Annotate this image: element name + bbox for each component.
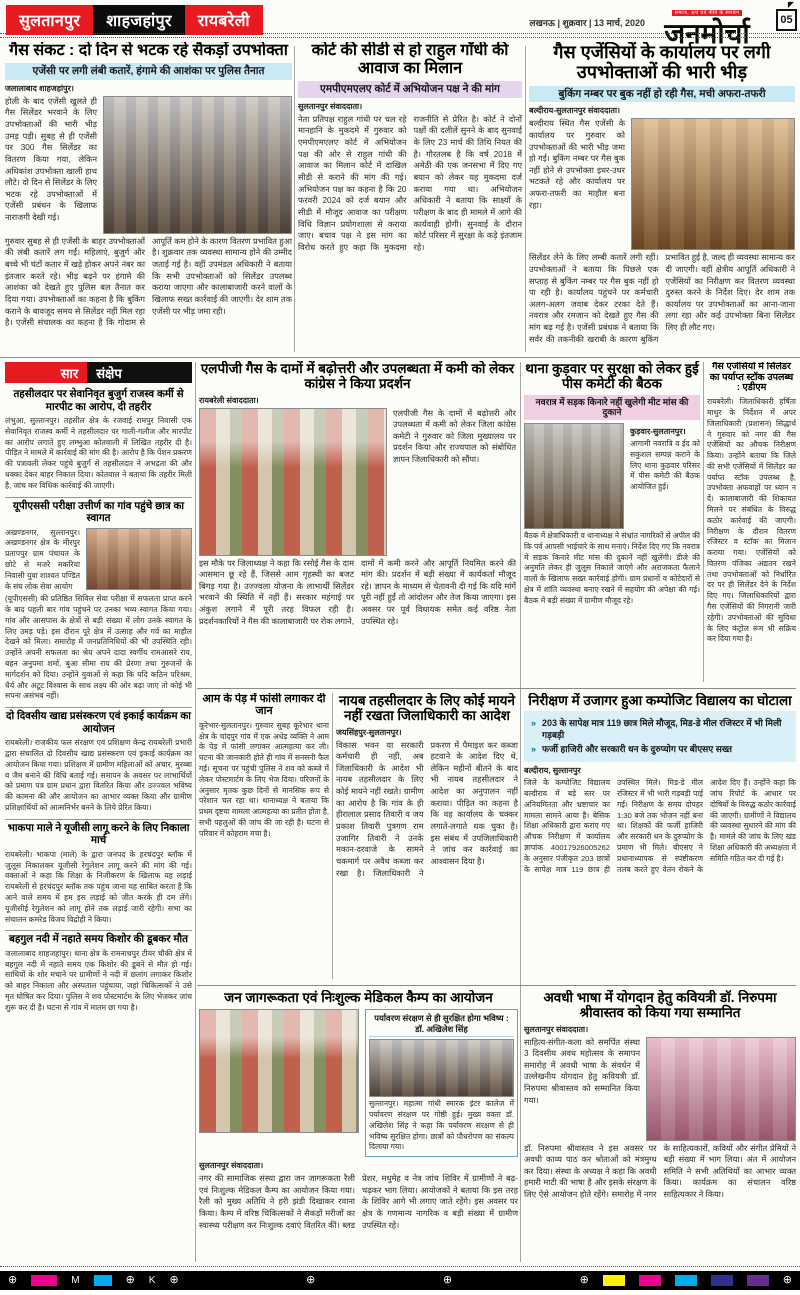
section-saar-sankshep bbox=[5, 362, 192, 1262]
headline: कोर्ट की सीडी से हो राहुल गाँधी की आवाज का मिलान bbox=[311, 42, 509, 78]
dateline: लखनऊ | शुक्रवार | 13 मार्च, 2020 bbox=[529, 18, 645, 28]
byline: बल्दीराय, सुल्तानपुर bbox=[524, 766, 581, 776]
headline: एलपीजी गैस के दामों में बढ़ोत्तरी और उपलब्धता में कमी को लेकर कांग्रेस ने किया प्रदर्शन bbox=[200, 361, 515, 392]
body-text: एलपीजी गैस के दामों में बढ़ोत्तरी और उपलब्धता में कमी को लेकर जिला कांग्रेस कमेटी ने गुरुवार को जिला मुख्यालय पर प्रदर्शन किया और राज्यपाल को संबोधित ज्ञापन जिलाधिकारी को सौंपा। bbox=[393, 408, 516, 465]
article-naib-tehsildar bbox=[336, 693, 518, 979]
photo-awareness-rally bbox=[199, 1009, 359, 1133]
body-text: गुरुवार सुबह से ही एजेंसी के बाहर उपभोक्ताओं की लंबी कतारें लग गईं। महिलाएं, बुजुर्ग और बच्चे भी घंटों कतार में खड़े होकर अपने नंबर का इंतजार करते रहे। भीड़ बढ़ने पर हंगामे की आशंका को देखते हुए पुलिस बल तैनात कर दिया गया। उपभोक्ताओं का कहना है कि बुकिंग कराने के बावजूद समय से सिलेंडर नहीं मिल रहा है। एजेंसी संचालक का कहना है कि गोदाम से आपूर्ति कम होने के कारण वितरण प्रभावित हुआ है। शुक्रवार तक व्यवस्था सामान्य होने की उम्मीद जताई गई है। वहीं उपमंडल अधिकारी ने बताया कि सभी उपभोक्ताओं को सिलेंडर उपलब्ध कराया जाएगा और कालाबाजारी करने वालों के खिलाफ सख्त कार्रवाई की जाएगी। देर शाम तक एजेंसी पर भीड़ जमा रही। bbox=[5, 236, 292, 328]
article-avadhi-poet bbox=[524, 990, 796, 1262]
body-text: कूरेभार-सुलतानपुर। गुरुवार सुबह कूरेभार थाना क्षेत्र के चांदपुर गांव में एक अधेड़ व्यक्ति ने आम के पेड़ में फांसी लगाकर आत्महत्या कर ली। घटना की जानकारी होते ही गांव में सनसनी फैल गई। सूचना पर पहुंची पुलिस ने शव को कब्जे में लेकर पोस्टमार्टम के लिए भेज दिया। परिजनों के अनुसार मृतक कुछ दिनों से मानसिक रूप से परेशान चल रहा था। थानाध्यक्ष ने बताया कि प्रथम दृष्टया मामला आत्महत्या का प्रतीत होता है, सभी पहलुओं की जांच की जा रही है। घटना से परिवार में कोहराम मचा है। bbox=[199, 720, 329, 838]
byline: सुलतानपुर संवाददाता। bbox=[298, 101, 363, 111]
registration-mark-icon: ⊕ bbox=[306, 1274, 316, 1286]
registration-mark-icon: ⊕ bbox=[169, 1274, 179, 1286]
headline: तहसीलदार पर सेवानिवृत बुजुर्ग राजस्व कर्मी से मारपीट का आरोप, दी तहरीर bbox=[13, 389, 184, 413]
article-gas-crisis bbox=[5, 42, 292, 354]
divider bbox=[703, 362, 704, 682]
registration-mark-icon: ⊕ bbox=[8, 1274, 18, 1286]
registration-mark-icon: ⊕ bbox=[579, 1274, 589, 1286]
divider bbox=[195, 362, 196, 1262]
ink-letter-m: M bbox=[71, 1275, 80, 1286]
divider bbox=[520, 362, 521, 1262]
registration-mark-icon: ⊕ bbox=[125, 1274, 135, 1286]
ink-letter-k: K bbox=[148, 1275, 156, 1286]
headline: यूपीएससी परीक्षा उत्तीर्ण का गांव पहुंचे छात्र का स्वागत bbox=[12, 500, 185, 525]
headline: नायब तहसीलदार के लिए कोई मायने नहीं रखता जिलाधिकारी का आदेश bbox=[339, 693, 515, 724]
body-text: सिलेंडर लेने के लिए लम्बी कतारें लगी रहीं। उपभोक्ताओं ने बताया कि पिछले एक सप्ताह से बुकिंग नम्बर पर गैस बुक नहीं हो पा रही है। कार्यालय पहुंचने पर कर्मचारी अलग-अलग जवाब देकर टरका देते हैं। नवरात्र और रमजान को देखते हुए गैस की मांग बढ़ गई है। एजेंसी प्रबंधक ने बताया कि सर्वर की तकनीकी खराबी के कारण बुकिंग प्रभावित हुई है, जल्द ही व्यवस्था सामान्य कर दी जाएगी। वहीं क्षेत्रीय आपूर्ति अधिकारी ने एजेंसियों का निरीक्षण कर वितरण व्यवस्था दुरुस्त करने के निर्देश दिए। देर शाम तक कार्यालय पर उपभोक्ताओं का आना-जाना लगा रहा और कई उपभोक्ता बिना सिलेंडर लिए ही लौट गए। bbox=[529, 253, 795, 344]
masthead-rule bbox=[0, 33, 800, 38]
body-text: इस मौके पर जिलाध्यक्ष ने कहा कि रसोई गैस के दाम आसमान छू रहे हैं, जिससे आम गृहस्थी का बजट बिगड़ गया है। उज्ज्वला योजना के लाभार्थी सिलेंडर भरवाने की स्थिति में नहीं हैं। सरकार महंगाई पर अंकुश लगाने में पूरी तरह विफल रही है। प्रदर्शनकारियों ने गैस की कालाबाजारी पर रोक लगाने, दामों में कमी करने और आपूर्ति नियमित करने की मांग की। प्रदर्शन में बड़ी संख्या में कार्यकर्ता मौजूद रहे। ज्ञापन के माध्यम से चेतावनी दी गई कि यदि मांगें पूरी नहीं हुईं तो आंदोलन और तेज किया जाएगा। इस अवसर पर पूर्व विधायक समेत कई वरिष्ठ नेता उपस्थित रहे। bbox=[199, 558, 516, 626]
logo-tagline: समाज, अर्थ एवं नीति के समर्थन bbox=[672, 10, 743, 16]
body-text: रायबरेली। जिलाधिकारी हर्षिता माथुर के निर्देशन में अपर जिलाधिकारी (प्रशासन) सिद्धार्थ ने गुरुवार को नगर की गैस एजेंसियों का औचक निरीक्षण किया। उन्होंने बताया कि जिले की सभी एजेंसियों में सिलेंडर का पर्याप्त स्टॉक उपलब्ध है, उपभोक्ता अफवाहों पर ध्यान न दें। कालाबाजारी की शिकायत मिलने पर संबंधित के विरुद्ध कठोर कार्रवाई की जाएगी। निरीक्षण के दौरान वितरण रजिस्टर व स्टॉक का मिलान कराया गया। एजेंसियों को वितरण पंजिका अद्यतन रखने तथा उपभोक्ताओं को निर्धारित दर पर ही सिलेंडर देने के निर्देश दिए गए। जिलाधिकारियों द्वारा गैस एजेंसियों की निगरानी जारी रहेगी। उपभोक्ताओं की सुविधा के लिए कंट्रोल रूम भी सक्रिय कर दिया गया है। bbox=[707, 397, 796, 644]
flag-icon: ◤ bbox=[787, 0, 794, 9]
headline: अवधी भाषा में योगदान हेतु कवियत्री डॉ. निरुपमा श्रीवास्तव को किया गया सम्मानित bbox=[543, 990, 777, 1021]
bullet-item bbox=[531, 744, 789, 756]
divider bbox=[525, 46, 526, 352]
byline: रायबरेली संवाददाता। bbox=[199, 395, 259, 405]
subhead: बुकिंग नम्बर पर बुक नहीं हो रही गैस, मची अफरा-तफरी bbox=[529, 86, 795, 103]
body-text: नेता प्रतिपक्ष राहुल गांधी पर चल रहे मानहानि के मुकदमे में गुरुवार को एमपीएमएलए कोर्ट में अभियोजन पक्ष की ओर से राहुल गांधी की आवाज का मिलान कोर्ट में दाखिल सीडी से कराने की मांग की गई। अभियोजन पक्ष का कहना है कि 20 फरवरी 2024 को दर्ज बयान और सीडी में मौजूद आवाज का परीक्षण विधि विज्ञान प्रयोगशाला से कराया जाए। बचाव पक्ष ने इस मांग का विरोध करते हुए कहा कि मुकदमा राजनीति से प्रेरित है। कोर्ट ने दोनों पक्षों की दलीलें सुनने के बाद सुनवाई के लिए 23 मार्च की तिथि नियत की है। गौरतलब है कि वर्ष 2018 में अमेठी की एक जनसभा में दिए गए बयान को लेकर यह मुकदमा दर्ज कराया गया था। अभियोजन अधिकारी ने बताया कि साक्ष्यों के परीक्षण के बाद ही मामले में आगे की कार्यवाही होगी। सुनवाई के दौरान कोर्ट परिसर में सुरक्षा के कड़े इंतजाम रहे। bbox=[298, 114, 522, 252]
headline: थाना कुड़वार पर सुरक्षा को लेकर हुई पीस कमेटी की बैठक bbox=[525, 361, 699, 392]
article-mango-suicide bbox=[199, 693, 329, 979]
article-court-cd bbox=[298, 42, 522, 354]
headline: गैस एजेंसियों में सिलेंडर का पर्याप्त स्टॉक उपलब्ध : एडीएम bbox=[709, 362, 794, 394]
blue-patch bbox=[711, 1275, 733, 1286]
masthead-region-tabs bbox=[6, 5, 263, 35]
divider bbox=[197, 985, 796, 986]
saar-header bbox=[5, 362, 192, 383]
article-lpg-congress bbox=[199, 361, 516, 683]
article-environment-inset bbox=[365, 1009, 518, 1157]
saar-title-red: सार bbox=[5, 362, 87, 383]
byline: बल्दीराय-सुलतानपुर संवाददाता। bbox=[529, 106, 621, 116]
chevron-bullet-icon: » bbox=[531, 743, 537, 754]
body-text: रायबरेली। भाकपा (माले) के द्वारा जनपद के हरचंदपुर ब्लॉक में जुलूस निकालकर यूजीसी रेगुलेशन लागू करने की मांग की गई। वक्ताओं ने कहा कि शिक्षा के निजीकरण के खिलाफ यह लड़ाई रायबरेली से हरचंदपुर ब्लॉक तक पहुंच जाना यह साबित करता है कि आने वाले समय में हम इस लड़ाई को जीत करके ही दम लेंगे। यूजीसीई रेगुलेशन को लागू होने तक लड़ाई जारी रहेगी। सभा का संचालन कमरेड विजय विद्रोही ने किया। bbox=[5, 849, 192, 924]
region-tab-shahjahanpur: शाहजहांपुर bbox=[93, 5, 184, 35]
print-calibration-bar bbox=[0, 1271, 800, 1290]
registration-mark-icon: ⊕ bbox=[442, 1274, 453, 1286]
page-number: 05 bbox=[776, 9, 797, 31]
headline: भाकपा माले ने यूजीसी लागू करने के लिए निकाला मार्च bbox=[7, 822, 190, 847]
body-text: नगर की सामाजिक संस्था द्वारा जन जागरूकता रैली एवं निःशुल्क मेडिकल कैम्प का आयोजन किया गया। रैली को मुख्य अतिथि ने हरी झंडी दिखाकर रवाना किया। कैम्प में वरिष्ठ चिकित्सकों ने सैकड़ों मरीजों का स्वास्थ्य परीक्षण कर निःशुल्क दवाएं वितरित कीं। ब्लड प्रेशर, मधुमेह व नेत्र जांच शिविर में ग्रामीणों ने बढ़-चढ़कर भाग लिया। आयोजकों ने बताया कि इस तरह के शिविर आगे भी लगाए जाते रहेंगे। इस अवसर पर क्षेत्र के गणमान्य नागरिक व बड़ी संख्या में ग्रामीण उपस्थित रहे। bbox=[199, 1174, 518, 1230]
region-tab-raebareli: रायबरेली bbox=[185, 5, 263, 35]
divider bbox=[332, 693, 333, 979]
registration-mark-icon: ⊕ bbox=[782, 1274, 792, 1286]
divider bbox=[0, 357, 800, 358]
headline: पर्यावरण संरक्षण से ही सुरक्षित होगा भविष्य : डॉ. अखिलेश सिंह bbox=[369, 1013, 514, 1037]
body-text: बैठक में क्षेत्राधिकारी व थानाध्यक्ष ने संभ्रांत नागरिकों से अपील की कि पर्व आपसी भाईचारे के साथ मनाएं। निर्देश दिए गए कि नवरात्र में सड़क किनारे मीट मांस की दुकानें नहीं खुलेंगी। डीजे की अनुमति लेकर ही जुलूस निकाले जाएंगे और अराजकता फैलाने वालों के खिलाफ सख्त कार्रवाई होगी। ग्राम प्रधानों व कोटेदारों से क्षेत्र में शांति व्यवस्था बनाए रखने में सहयोग की अपेक्षा की गई। बैठक में बड़ी संख्या में ग्रामीण मौजूद रहे। bbox=[524, 531, 700, 605]
bullet-text: 203 के सापेक्ष मात्र 119 छात्र मिले मौजूद, मिड-डे मील रजिस्टर में भी मिली गड़बड़ी bbox=[542, 718, 782, 740]
saar-item-tehsildar bbox=[5, 386, 192, 498]
bullet-item bbox=[531, 718, 789, 741]
article-adm-stock bbox=[707, 362, 796, 682]
cyan-patch bbox=[94, 1275, 112, 1286]
headline: बहगुल नदी में नहाते समय किशोर की डूबकर मौत bbox=[8, 934, 189, 946]
byline: जलालाबाद शाहजहांपुर। bbox=[5, 83, 74, 93]
body-text: विकास भवन या सरकारी कर्मचारी ही नहीं, अब जिलाधिकारी के आदेश भी नायब तहसीलदार के लिए कोई मायने नहीं रखते। ग्रामीण का आरोप है कि गांव के ही हीरालाल प्रसाद तिवारी व जय प्रकाश तिवारी पुत्रगण राम उजागिर तिवारी ने उनके मकान-दरवाजे के सामने चकमार्ग पर अवैध कब्जा कर रखा है। जिलाधिकारी ने प्रकरण में पैमाइश कर कब्जा हटवाने के आदेश दिए थे, लेकिन महीनों बीतने के बाद भी नायब तहसीलदार ने आदेश का अनुपालन नहीं कराया। पीड़ित का कहना है कि वह कार्यालय के चक्कर लगाते-लगाते थक चुका है। इस संबंध में उपजिलाधिकारी ने जांच कर कार्रवाई का आश्वासन दिया है। bbox=[336, 740, 518, 878]
body-text: होली के बाद एजेंसी खुलते ही गैस सिलेंडर भरवाने के लिए उपभोक्ताओं की भारी भीड़ उमड़ पड़ी। सुबह से ही एजेंसी पर 300 गैस सिलेंडर का वितरण किया गया, लेकिन अधिकांश उपभोक्ता खाली हाथ लौटे। दो दिन से सिलेंडर के लिए भटक रहे उपभोक्ताओं में एजेंसी प्रबंधन के खिलाफ नाराजगी देखी गई। bbox=[5, 96, 97, 223]
body-text: सुल्तानपुर। महात्मा गांधी स्मारक इंटर कालेज में पर्यावरण संरक्षण पर गोष्ठी हुई। मुख्य वक्ता डॉ. अखिलेश सिंह ने कहा कि पर्यावरण संरक्षण से ही भविष्य सुरक्षित होगा। छात्रों को पौधरोपण का संकल्प दिलाया गया। bbox=[369, 1099, 514, 1152]
byline: कुड़वार-सुलतानपुर। bbox=[630, 427, 686, 437]
bullet-text: फर्जी हाजिरी और सरकारी धन के दुरुप्योग पर बीएसए सख्त bbox=[542, 743, 732, 754]
logo-title: जनमोर्चा bbox=[664, 18, 750, 49]
photo-environment-seminar bbox=[369, 1039, 514, 1097]
body-text: जिले के कम्पोजिट विद्यालय बल्दीराय में बड़े स्तर पर अनियमितता और भ्रष्टाचार का मामला सामने आया है। बेसिक शिक्षा अधिकारी द्वारा कराए गए औचक निरीक्षण में कार्यालय ज्ञापांक 40017926005262 के अनुसार पंजीकृत 203 छात्रों के सापेक्ष मात्र 119 छात्र ही उपस्थित मिले। मिड-डे मील रजिस्टर में भी भारी गड़बड़ी पाई गई। निरीक्षण के समय दोपहर 1:30 बजे तक भोजन नहीं बना था। शिक्षकों की फर्जी हाजिरी और सरकारी धन के दुरुप्योग के प्रमाण भी मिले। बीएसए ने प्रधानाध्यापक से स्पष्टीकरण तलब करते हुए वेतन रोकने के आदेश दिए हैं। उन्होंने कहा कि जांच रिपोर्ट के आधार पर दोषियों के विरुद्ध कठोर कार्रवाई की जाएगी। ग्रामीणों ने विद्यालय की व्यवस्था सुधारने की मांग की है। मामले की जांच के लिए खंड शिक्षा अधिकारी की अध्यक्षता में समिति गठित कर दी गई है। bbox=[524, 778, 796, 874]
headline: निरीक्षण में उजागर हुआ कम्पोजिट विद्यालय का घोटाला bbox=[528, 693, 792, 708]
photo-gas-queue bbox=[103, 96, 292, 234]
bullet-list bbox=[524, 711, 796, 762]
article-agency-crowd bbox=[529, 42, 795, 354]
body-text: डॉ. निरुपमा श्रीवास्तव ने इस अवसर पर अवधी काव्य पाठ कर श्रोताओं को मंत्रमुग्ध कर दिया। संस्था के अध्यक्ष ने कहा कि अवधी हमारी माटी की भाषा है और इसके संरक्षण के लिए ऐसे आयोजन होते रहेंगे। समारोह में नगर के साहित्यकारों, कवियों और संगीत प्रेमियों ने बड़ी संख्या में भाग लिया। अंत में आयोजन समिति ने सभी अतिथियों का आभार व्यक्त किया। कार्यक्रम का संचालन वरिष्ठ साहित्यकार ने किया। bbox=[524, 1143, 796, 1200]
body-text: आगामी नवरात्रि व ईद को सकुशल सम्पन्न कराने के लिए थाना कुड़वार परिसर में पीस कमेटी की बैठक आयोजित हुई। bbox=[630, 439, 700, 492]
subhead: नवरात्र में सड़क किनारे नहीं खुलेगी मीट मांस की दुकाने bbox=[524, 395, 700, 421]
bottom-rule bbox=[0, 1266, 800, 1267]
subhead: एजेंसी पर लगी लंबी कतारें, हंगामे की आशंका पर पुलिस तैनात bbox=[5, 63, 292, 80]
subhead: एमपीएमएलए कोर्ट में अभियोजन पक्ष ने की मांग bbox=[298, 81, 522, 98]
chevron-bullet-icon: » bbox=[531, 718, 537, 729]
body-text: रायबरेली। राजकीय फल संरक्षण एवं प्रशिक्षण केन्द्र रायबरेली प्रभारी द्वारा संचालित दो दिवसीय खाद्य प्रसंस्करण एवं इकाई कार्यक्रम का आयोजन किया गया। प्रशिक्षण में ग्रामीण महिलाओं को अचार, मुरब्बा व जैम बनाने की विधि बताई गई। समापन के अवसर पर लाभार्थियों को प्रमाण पत्र ग्राम प्रधान द्वारा वितरित किया और उज्ज्वल भविष्य की कामना की और आयोजन का आभार व्यक्त किया और ग्रामीण प्रशिक्षार्थियों को आत्मनिर्भर बनने के लिये प्रेरित किया। bbox=[5, 738, 192, 812]
byline: सुलतानपुर संवाददाता। bbox=[199, 1161, 264, 1171]
saar-item-cpiml-march bbox=[5, 820, 192, 932]
cyan-patch bbox=[675, 1275, 697, 1286]
divider bbox=[294, 46, 295, 352]
photo-peace-meeting bbox=[524, 423, 624, 529]
region-tab-sultanpur: सुलतानपुर bbox=[6, 5, 93, 35]
article-school-scam bbox=[524, 693, 796, 979]
headline: दो दिवसीय खाद्य प्रसंस्करण एवं इकाई कार्यक्रम का आयोजन bbox=[6, 711, 191, 735]
body-text: साहित्य-संगीत-कला को समर्पित संस्था 3 दिवसीय अवध महोत्सव के समापन समारोह में अवधी भाषा के संवर्धन में उल्लेखनीय योगदान हेतु कवियत्री डॉ. निरुपमा श्रीवास्तव को सम्मानित किया गया। bbox=[524, 1037, 640, 1105]
saar-item-upsc-welcome bbox=[5, 498, 192, 709]
byline: जयसिंहपुर-सुलतानपुर। bbox=[336, 727, 402, 737]
magenta-patch bbox=[639, 1275, 661, 1286]
saar-item-river-drowning bbox=[5, 931, 192, 1018]
article-medical-camp bbox=[199, 990, 518, 1262]
yellow-patch bbox=[603, 1275, 625, 1286]
divider bbox=[197, 688, 796, 689]
body-text: अखण्डनगर, सुल्तानपुर। अखण्डनगर क्षेत्र के मीरपुर प्रतापपुर ग्राम पंचायत के छोटे से मजरे मकरिया निवासी युवा शाश्वत पण्डित के संघ लोक सेवा आयोग bbox=[5, 527, 80, 591]
photo-agency-crowd bbox=[631, 118, 795, 250]
byline: सुलतानपुर संवाददाता। bbox=[524, 1024, 589, 1034]
headline: आम के पेड़ में फांसी लगाकर दी जान bbox=[202, 693, 326, 718]
saar-title-black: संक्षेप bbox=[87, 362, 192, 383]
magenta-patch bbox=[31, 1275, 57, 1286]
article-peace-committee bbox=[524, 361, 700, 683]
saar-item-food-processing bbox=[5, 708, 192, 820]
body-text: जलालाबाद शाहजहांपुर। थाना क्षेत्र के रामनाथपुर टीयर चौकी क्षेत्र में बहगुल नदी में नहाते समय एक किशोर की डूबने से मौत हो गई। साथियों के शोर मचाने पर ग्रामीणों ने नदी में छलांग लगाकर किशोर को बाहर निकाला और अस्पताल पहुंचाया, जहां चिकित्सकों ने उसे मृत घोषित कर दिया। पुलिस ने शव पोस्टमार्टम के लिए भेजकर जांच शुरू कर दी है। घटना से गांव में मातम छा गया है। bbox=[5, 948, 192, 1012]
photo-congress-protest bbox=[199, 408, 387, 556]
headline: गैस एजेंसियों के कार्यालय पर लगी उपभोक्ताओं की भारी भीड़ bbox=[553, 42, 771, 83]
body-text: लंभुआ, सुल्तानपुर। तहसील क्षेत्र के रजवाई रामपुर निवासी एक सेवानिवृत राजस्व कर्मी ने तहसीलदार पर गाली-गलौज और मारपीट का आरोप लगाते हुए लम्भुआ कोतवाली में लिखित तहरीर दी है। पीड़ित ने मामले में कार्रवाई की मांग की है। आरोप है कि पेंशन प्रकरण की पत्रावली लेकर पहुंचे बुजुर्ग से तहसीलदार ने अभद्रता की और धक्का देकर बाहर निकाल दिया। कोतवाल ने बताया कि तहरीर मिली है, जांच कर विधिक कार्रवाई की जाएगी। bbox=[5, 416, 192, 490]
photo-student-welcome bbox=[86, 528, 192, 590]
headline: जन जागरूकता एवं निःशुल्क मेडिकल कैम्प का आयोजन bbox=[224, 990, 493, 1005]
headline: गैस संकट : दो दिन से भटक रहे सैकड़ों उपभोक्ता bbox=[9, 42, 288, 59]
body-text: (यूपीएससी) की प्रतिष्ठित सिविल सेवा परीक्षा में सफलता प्राप्त करने के बाद पहली बार गांव पहुंचने पर उनका भव्य स्वागत किया गया। गांव और आसपास के क्षेत्रों से बड़ी संख्या में लोग उनके स्वागत के लिए उमड़ पड़े। इस दौरान पूरे क्षेत्र में उत्साह और गर्व का माहौल देखने को मिला। समारोह में जनप्रतिनिधियों की भी उपस्थिति रही। उन्होंने अपनी सफलता का श्रेय अपने दादा स्वर्गीय रामआसरे राय, बहन अनुपमा शर्मा, बुआ सीमा राय की प्रेरणा तथा गुरुजनों के मार्गदर्शन को दिया। उन्होंने युवाओं से कहा कि यदि कठिन परिश्रम, धैर्य और अटूट विश्वास के साथ लक्ष्य की ओर बढ़ा जाए तो कोई भी सपना असंभव नहीं। bbox=[5, 594, 192, 701]
body-text: बल्दीराय स्थित गैस एजेंसी के कार्यालय पर गुरुवार को उपभोक्ताओं की भारी भीड़ जमा हो गई। बुकिंग नम्बर पर गैस बुक नहीं होने से उपभोक्ता इधर-उधर भटकते रहे और कार्यालय पर अफरा-तफरी का माहौल बना रहा। bbox=[529, 119, 625, 210]
photo-felicitation bbox=[646, 1037, 796, 1141]
violet-patch bbox=[747, 1275, 769, 1286]
